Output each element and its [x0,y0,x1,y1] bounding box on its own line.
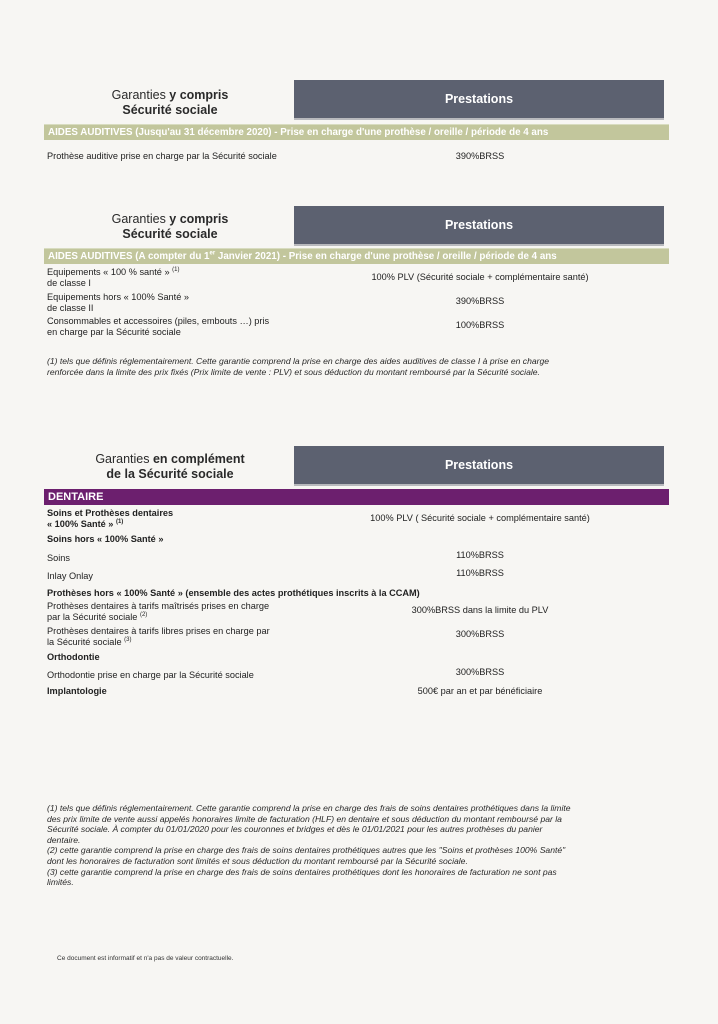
label-line2: la Sécurité sociale [47,637,125,647]
label-line1: Soins et Prothèses dentaires [47,508,174,518]
label-line2: par la Sécurité sociale [47,612,140,622]
inlay-onlay-label: Inlay Onlay [47,571,93,581]
section2-row1-label [47,267,347,289]
garanties-label: Garanties [111,212,170,226]
label-line2: en charge par la Sécurité sociale [47,327,181,337]
section2-row3-value: 100%BRSS [455,320,505,330]
garanties-qualifier: y compris [169,212,229,226]
prestations-label: Prestations [444,92,514,106]
garanties-qualifier: en complément [152,452,245,466]
section1-row-value: 390%BRSS [455,151,505,161]
note-line: limités. [47,877,74,888]
tarifs-maitrises-label [47,601,347,623]
label-sup: (1) [115,518,124,525]
tarifs-libres-label [47,626,347,648]
protheses-hors-100-label: Prothèses hors « 100% Santé » (ensemble des actes prothétiques inscrits à la CCAM) [47,588,420,598]
section1-garanties-title [70,88,270,118]
implantologie-value: 500€ par an et par bénéficiaire [417,686,543,696]
note-line: dentaire. [47,834,81,845]
prestations-label: Prestations [444,458,514,472]
soins-value: 110%BRSS [456,550,504,560]
section1-prestations-header [294,80,664,118]
garanties-line2: Sécurité sociale [122,103,218,117]
label-line1: Consommables et accessoires (piles, embouts …) pris [47,316,270,326]
label-line1: Prothèses dentaires à tarifs libres prises en charge par [47,626,270,636]
label-line2: de classe II [47,303,94,313]
label-sup: (3) [124,636,132,643]
note-line: renforcée dans la limite des prix fixés (Prix limite de vente : PLV) et sous déduction du montant remboursé par la Sécurité sociale. [47,366,540,377]
soins-protheses-100-label [47,508,347,530]
garanties-qualifier: y compris [169,88,229,102]
section2-footnote [47,356,667,377]
note-line: dont les honoraires de facturation sont limités et sous déduction du montant remboursé par la Sécurité sociale. [47,855,468,866]
label-line1: Equipements « 100 % santé » [47,267,173,277]
label-line1: Prothèses dentaires à tarifs maîtrisés prises en charge [47,601,270,611]
section2-prestations-header [294,206,664,244]
soins-protheses-100-value: 100% PLV ( Sécurité sociale + complémentaire santé) [370,513,590,523]
section3-garanties-title [60,452,280,482]
orthodontie-row-label: Orthodontie prise en charge par la Sécurité sociale [47,670,254,680]
section2-row2-label [47,292,347,314]
implantologie-label: Implantologie [47,686,107,696]
section2-row3-label [47,316,347,338]
garanties-label: Garanties [95,452,153,466]
orthodontie-row-value: 300%BRSS [455,667,505,677]
section2-row1-value: 100% PLV (Sécurité sociale + complémentaire santé) [371,272,589,282]
note-line: des prix limite de vente aussi appelés honoraires limite de facturation (HLF) en dentaire et sous déduction du montant remboursé par la [47,813,562,824]
label-line1: Equipements hors « 100% Santé » [47,292,189,302]
note-line: (3) cette garantie comprend la prise en charge des frais de soins dentaires prothétiques dont les honoraires de facturation ne sont pas [47,866,557,877]
band-text: AIDES AUDITIVES (A compter du 1 [48,251,210,262]
band-sup: er [209,250,216,257]
soins-hors-100-label: Soins hors « 100% Santé » [47,534,164,544]
garanties-line2: Sécurité sociale [122,227,218,241]
orthodontie-heading: Orthodontie [47,652,100,662]
label-line2: de classe I [47,278,91,288]
section3-prestations-header [294,446,664,484]
band-text-rest: Janvier 2021) - Prise en charge d'une prothèse / oreille / période de 4 ans [215,251,557,262]
note-line: (1) tels que définis réglementairement. Cette garantie comprend la prise en charge des aides auditives de classe I à prise en charge [47,356,550,366]
section2-garanties-title [70,212,270,242]
note-line: (1) tels que définis réglementairement. Cette garantie comprend la prise en charge des frais de soins dentaires prothétiques dans la limite [47,803,571,813]
section3-footnotes [47,803,677,888]
section2-row2-value: 390%BRSS [455,296,505,306]
note-line: (2) cette garantie comprend la prise en charge des frais de soins dentaires prothétiques autres que les "Soins et prothèses 100% Santé" [47,845,566,856]
tarifs-libres-value: 300%BRSS [455,629,505,639]
inlay-onlay-value: 110%BRSS [456,568,504,578]
garanties-label: Garanties [111,88,170,102]
soins-label: Soins [47,553,70,563]
section3-band-dentaire: DENTAIRE [44,489,669,505]
footer-disclaimer: Ce document est informatif et n'a pas de valeur contractuelle. [57,955,234,962]
garanties-line2: de la Sécurité sociale [106,467,234,481]
label-sup: (1) [172,266,180,273]
label-line2: « 100% Santé » [47,519,116,529]
prestations-label: Prestations [444,218,514,232]
section2-band-aides-auditives [44,248,669,264]
section1-band-aides-auditives: AIDES AUDITIVES (Jusqu'au 31 décembre 2020) - Prise en charge d'une prothèse / oreille / période de 4 ans [44,124,669,140]
section1-row-label: Prothèse auditive prise en charge par la Sécurité sociale [47,151,277,161]
label-sup: (2) [139,611,148,618]
note-line: Sécurité sociale. À compter du 01/01/2020 pour les couronnes et bridges et dès le 01/01/2021 pour les autres prothèses du panier [47,824,543,835]
tarifs-maitrises-value: 300%BRSS dans la limite du PLV [411,605,549,615]
